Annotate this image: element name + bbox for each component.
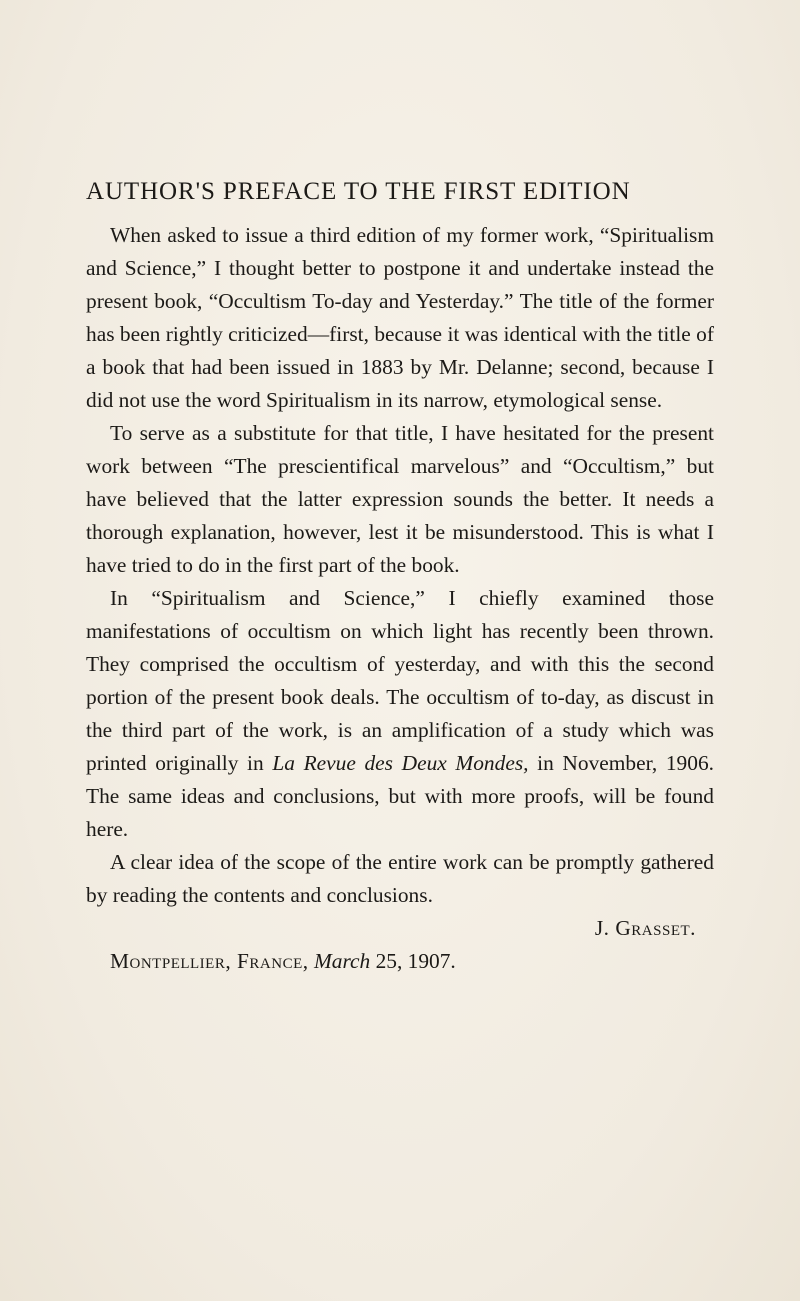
journal-title: La Revue des Deux Mondes, bbox=[272, 751, 529, 775]
date-month: March bbox=[313, 949, 371, 973]
date-day-year: 25, 1907. bbox=[370, 949, 456, 973]
paragraph-3 bbox=[86, 582, 714, 846]
paragraph-3-part-a: In “Spiritualism and Science,” I chiefly examined those manifestations of occultism on which light has recently been thrown. They comprised the occultism of yesterday, and with this the second portion of the present book deals. The occultism of to-day, as discust in the third part of the work, is an amplification of a study which was printed originally in bbox=[86, 586, 714, 775]
author-signature: J. Grasset. bbox=[594, 916, 696, 940]
paragraph-3-part-b: in November, 1906. The same ideas and conclusions, but with more proofs, will be found here. bbox=[86, 751, 714, 841]
preface-page bbox=[86, 178, 714, 978]
paragraph-1: When asked to issue a third edition of my former work, “Spiritualism and Science,” I thought better to postpone it and undertake instead the present book, “Occultism To-day and Yesterday.” The title of the former has been rightly criticized—first, because it was identical with the title of a book that had been issued in 1883 by Mr. Delanne; second, because I did not use the word Spiritualism in its narrow, etymological sense. bbox=[86, 223, 714, 412]
paragraph-2: To serve as a substitute for that title, I have hesitated for the present work between “The prescientifical marvelous” and “Occultism,” but have believed that the latter expression sounds the better. It needs a thorough explanation, however, lest it be misunderstood. This is what I have tried to do in the first part of the book. bbox=[86, 421, 714, 577]
place-name: Montpellier, France, bbox=[110, 949, 309, 973]
page-title: AUTHOR'S PREFACE TO THE FIRST EDITION bbox=[86, 178, 631, 205]
place-and-date bbox=[86, 945, 714, 978]
paragraph-4: A clear idea of the scope of the entire work can be promptly gathered by reading the contents and conclusions. bbox=[86, 850, 714, 907]
